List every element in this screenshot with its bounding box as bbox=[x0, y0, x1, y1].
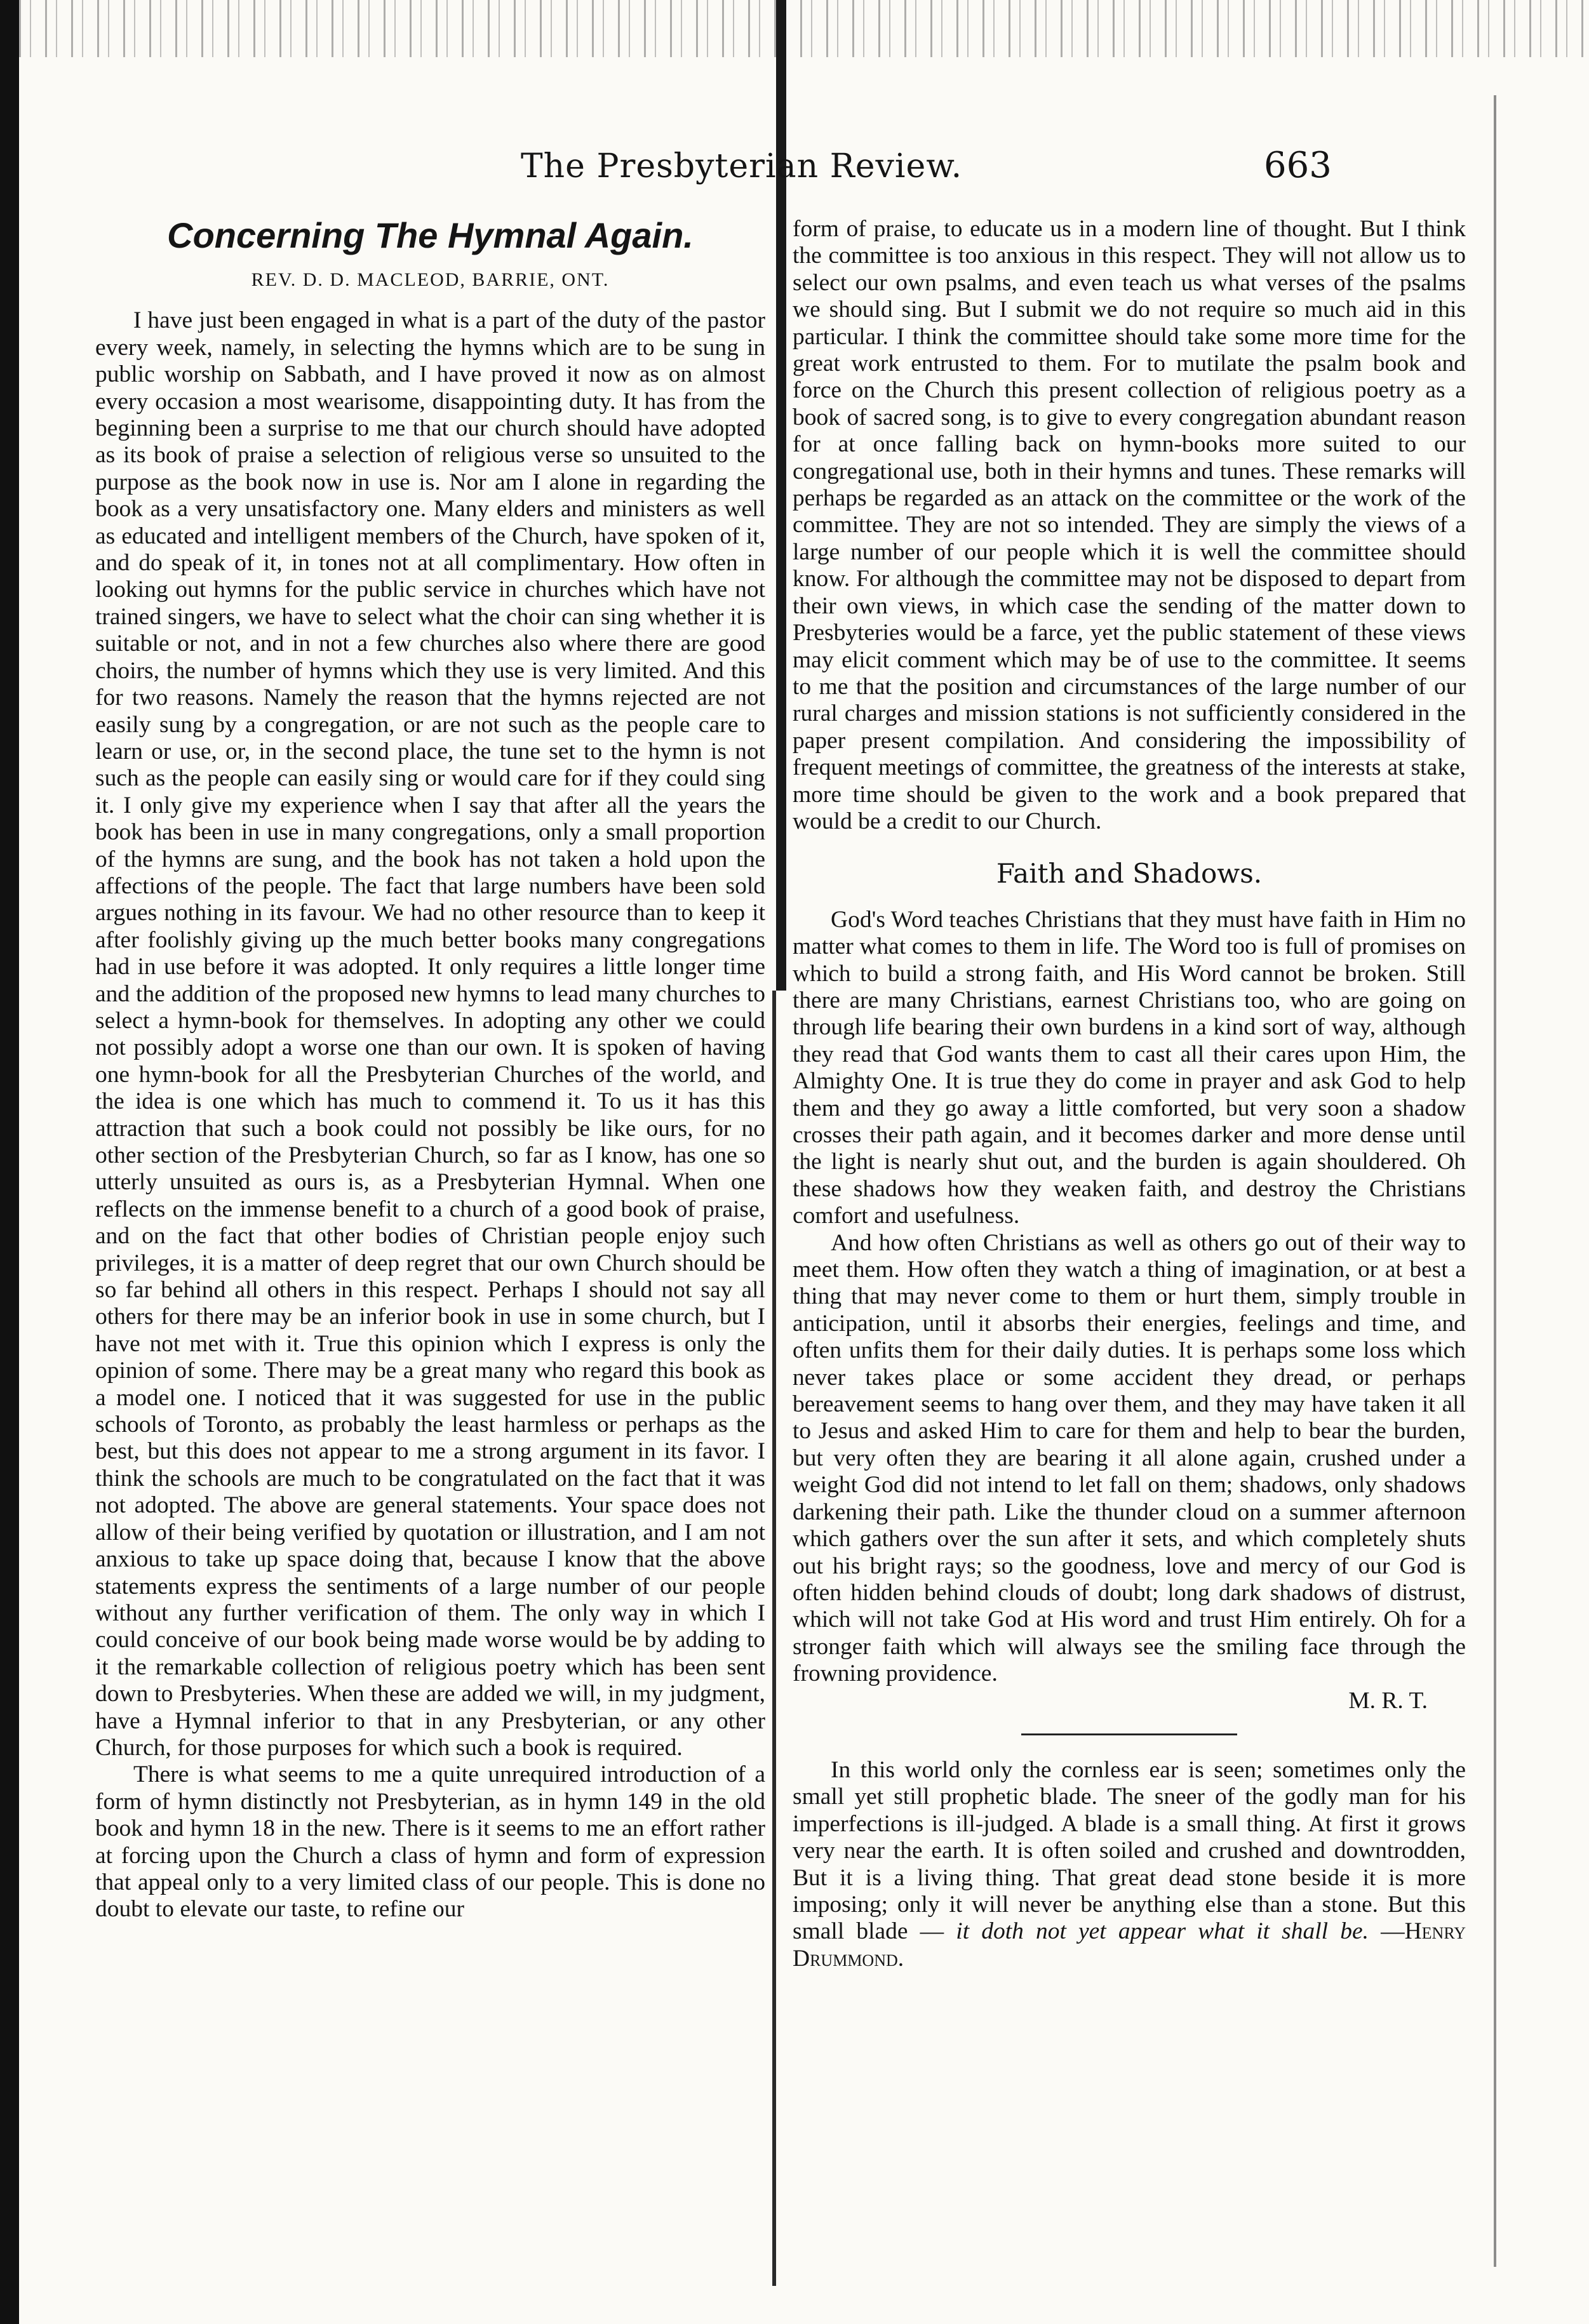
article-title: Concerning The Hymnal Again. bbox=[167, 215, 694, 255]
drummond-paragraph bbox=[793, 1757, 1466, 1972]
faith-paragraph: And how often Christians as well as others go out of their way to meet them. How often they watch a thing of imagination, or at best a thing that may never come to them or hurt them, simply trouble in anticipation, until it absorbs their energies, feelings and time, and often unfits them for their daily duties. It is perhaps some loss which never takes place or some accident they dread, or perhaps bereavement seems to hang over them, and they may have taken it all to Jesus and asked Him to care for them and help to bear the burden, but very often they are bearing it all alone again, crushed under a weight God did not intend to let fall on them; shadows, only shadows darkening their path. Like the thunder cloud on a summer afternoon which gathers over the sun after it sets, and which completely shuts out his bright rays; so the goodness, love and mercy of our God is often hidden behind clouds of doubt; long dark shadows of distrust, which will not take God at His word and trust Him entirely. Oh for a stronger faith which will always see the smiling face through the frowning providence. bbox=[793, 1229, 1466, 1687]
right-column bbox=[793, 216, 1466, 1972]
scan-noise bbox=[19, 0, 1589, 57]
article-paragraph-continued: form of praise, to educate us in a modern line of thought. But I think the committee is too anxious in this respect. They will not allow us to select our own psalms, and even teach us what verses of the psalms we should sing. But I submit we do not require so much aid in this particular. I think the committee should take some more time for the great work entrusted to them. For to mutilate the psalm book and force on the Church this present collection of religious poetry as a book of sacred song, is to give to every congregation abundant reason for at once falling back on hymn-books more suited to our congregational use, both in their hymns and tunes. These remarks will perhaps be regarded as an attack on the committee or the work of the committee. They are not so intended. They are simply the views of a large number of our people which it is well the committee should know. For although the committee may not be disposed to depart from their own views, in which case the sending of the matter down to Presbyteries would be a farce, yet the public statement of these views may elicit comment which may be of use to the committee. It seems to me that the position and circumstances of the large number of our rural charges and mission stations is not sufficiently considered in the paper present compilation. And considering the impossibility of frequent meetings of committee, the greatness of the interests at stake, more time should be given to the work and a book prepared that would be a credit to our Church. bbox=[793, 216, 1466, 834]
drummond-text: In this world only the cornless ear is seen; sometimes only the small yet still prophetic blade. The sneer of the godly man for his imperfections is ill-judged. A blade is a small thing. At first it grows very near the earth. It is often soiled and crushed and downtrodden, But it is a living thing. That great dead stone beside it is more imposing; only it will never be anything else than a stone. But this small blade — bbox=[793, 1756, 1466, 1945]
page-number: 663 bbox=[1264, 145, 1332, 186]
page-gutter-lower bbox=[772, 991, 776, 2286]
article-paragraph: I have just been engaged in what is a part of the duty of the pastor every week, namely, in selecting the hymns which are to be sung in public worship on Sabbath, and I have proved it now as on almost every occasion a most wearisome, disappointing duty. It has from the beginning been a surprise to me that our church should have adopted as its book of praise a selection of religious verse so unsuited to the purpose as the book now in use is. Nor am I alone in regarding the book as a very unsatisfactory one. Many elders and ministers as well as educated and intelligent members of the Church, have spoken of it, and do speak of it, in tones not at all complimentary. How often in looking out hymns for the public service in churches which have not trained singers, we have to select what the choir can sing whether it is suitable or not, and in not a few churches also where there are good choirs, the number of hymns which they use is very limited. And this for two reasons. Namely the reason that the hymns rejected are not easily sung by a congregation, or are not such as the people care to learn or use, or, in the second place, the tune set to the hymn is not such as the people can easily sing or would care for if they could sing it. I only give my experience when I say that after all the years the book has been in use in many congregations, only a small proportion of the hymns are sung, and the book has not taken a hold upon the affections of the people. The fact that large numbers have been sold argues nothing in its favour. We had no other resource than to keep it after foolishly giving up the much better books many congregations had in use before it was adopted. It only requires a little longer time and the addition of the proposed new hymns to lead many churches to select a hymn-book for themselves. In adopting any other we could not possibly adopt a worse one than our own. It is spoken of having one hymn-book for all the Presbyterian Churches of the world, and the idea is one which has much to commend it. To us it has this attraction that such a book could not possibly be like ours, for no other section of the Presbyterian Church, so far as I know, has one so utterly unsuited as ours is, as a Presbyterian Hymnal. When one reflects on the immense benefit to a church of a good book of praise, and on the fact that other bodies of Christian people enjoy such privileges, it is a matter of deep regret that our own Church should be so far behind all others in this respect. Perhaps I should not say all others for there may be an inferior book in use in some church, but I have not met with it. True this opinion which I express is only the opinion of some. There may be a great many who regard this book as a model one. I noticed that it was suggested for use in the public schools of Toronto, as probably the least harmless or perhaps as the best, but this does not appear to me a strong argument in its favor. I think the schools are much to be congratulated on the fact that it was not adopted. The above are general statements. Your space does not allow of their being verified by quotation or illustration, and I am not anxious to take up space doing that, because I know that the above statements express the sentiments of a large number of our people without any further verification of them. The only way in which I could conceive of our book being made worse would be by adding to it the remarkable collection of religious poetry which has been sent down to Presbyteries. When these are added we will, in my judgment, have a Hymnal inferior to that in any Presbyterian, or any other Church, for those purposes for which such a book is required. bbox=[95, 307, 765, 1761]
drummond-quote: it doth not yet appear what it shall be. bbox=[956, 1918, 1369, 1945]
author-initials: M. R. T. bbox=[1348, 1687, 1428, 1714]
page-edge-shadow bbox=[0, 0, 19, 2324]
section-divider bbox=[1021, 1733, 1237, 1735]
page-right-edge bbox=[1494, 95, 1496, 2267]
article-byline: REV. D. D. MACLEOD, BARRIE, ONT. bbox=[251, 269, 610, 290]
faith-paragraph: God's Word teaches Christians that they must have faith in Him no matter what comes to them in life. The Word too is full of promises on which to build a strong faith, and His Word cannot be broken. Still there are many Christians, earnest Christians too, who are going on through life bearing their own burdens in a kind sort of way, although they read that God wants them to cast all their cares upon Him, the Almighty One. It is true they do come in prayer and ask God to help them and they go away a little comforted, but very soon a shadow crosses their path again, and it becomes darker and more dense until the light is nearly shut out, and the burden is again shouldered. Oh these shadows how they weaken faith, and destroy the Christians comfort and usefulness. bbox=[793, 906, 1466, 1229]
quote-author: —Henry Drummond. bbox=[793, 1918, 1466, 1972]
running-head: The Presbyterian Review. bbox=[521, 147, 963, 185]
article-paragraph: There is what seems to me a quite unrequired introduction of a form of hymn distinctly not Presbyterian, as in hymn 149 in the old book and hymn 18 in the new. There is it seems to me an effort rather at forcing upon the Church a class of hymn and form of expression that appeal only to a very limited class of our people. This is done no doubt to elevate our taste, to refine our bbox=[95, 1761, 765, 1923]
left-column bbox=[95, 216, 765, 1923]
section-title-faith-and-shadows: Faith and Shadows. bbox=[996, 858, 1263, 890]
